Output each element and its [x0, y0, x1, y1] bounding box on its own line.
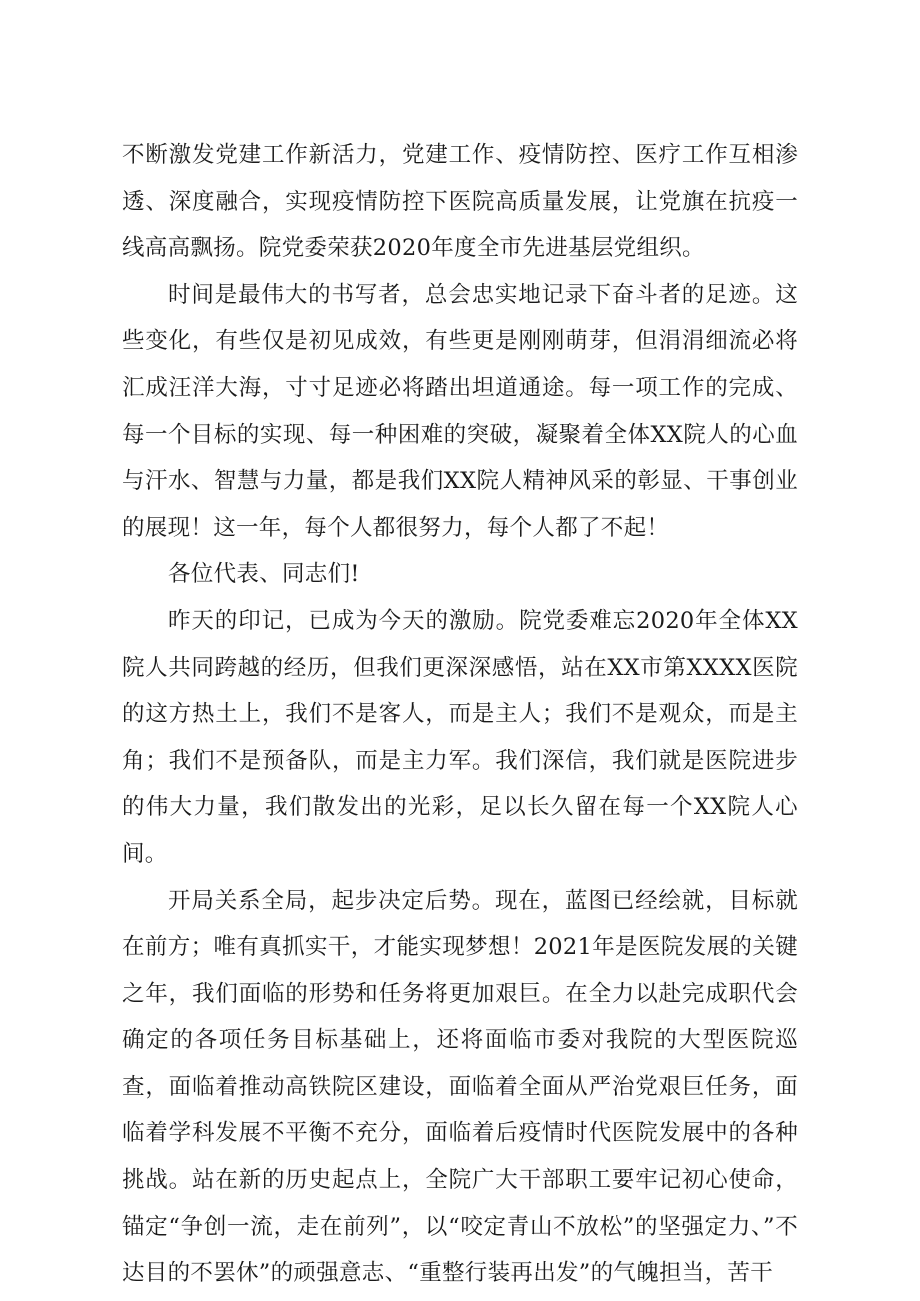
paragraph-4: 昨天的印记，已成为今天的激励。院党委难忘2020年全体XX院人共同跨越的经历，但我们更深深感悟，站在XX市第XXXX医院的这方热土上，我们不是客人，而是主人；我们不是观众，而是主角；我们不是预备队，而是主力军。我们深信，我们就是医院进步的伟大力量，我们散发出的光彩，足以长久留在每一个XX院人心间。 [122, 607, 798, 867]
paragraph-3: 各位代表、同志们! [168, 561, 360, 588]
paragraph-5: 开局关系全局，起步决定后势。现在，蓝图已经绘就，目标就在前方；唯有真抓实干，才能实现梦想！2021年是医院发展的关键之年，我们面临的形势和任务将更加艰巨。在全力以赴完成职代会确定的各项任务目标基础上，还将面临市委对我院的大型医院巡查，面临着推动高铁院区建设，面临着全面从严治党艰巨任务，面临着学科发展不平衡不充分，面临着后疫情时代医院发展中的各种挑战。站在新的历史起点上，全院广大干部职工要牢记初心使命，锚定“争创一流，走在前列”，以“咬定青山不放松”的坚强定力、”不达目的不罢休”的顽强意志、“重整行装再出发”的气魄担当，苦干 [122, 887, 798, 1287]
paragraph-2: 时间是最伟大的书写者，总会忠实地记录下奋斗者的足迹。这些变化，有些仅是初见成效，有些更是刚刚萌芽，但涓涓细流必将汇成汪洋大海，寸寸足迹必将踏出坦道通途。每一项工作的完成、每一个目标的实现、每一种困难的突破，凝聚着全体XX院人的心血与汗水、智慧与力量，都是我们XX院人精神风采的彰显、干事创业的展现！这一年，每个人都很努力，每个人都了不起！ [122, 281, 798, 541]
paragraph-1: 不断激发党建工作新活力，党建工作、疫情防控、医疗工作互相渗透、深度融合，实现疫情防控下医院高质量发展，让党旗在抗疫一线高高飘扬。院党委荣获2020年度全市先进基层党组织。 [122, 142, 798, 262]
document-body [122, 132, 798, 1297]
